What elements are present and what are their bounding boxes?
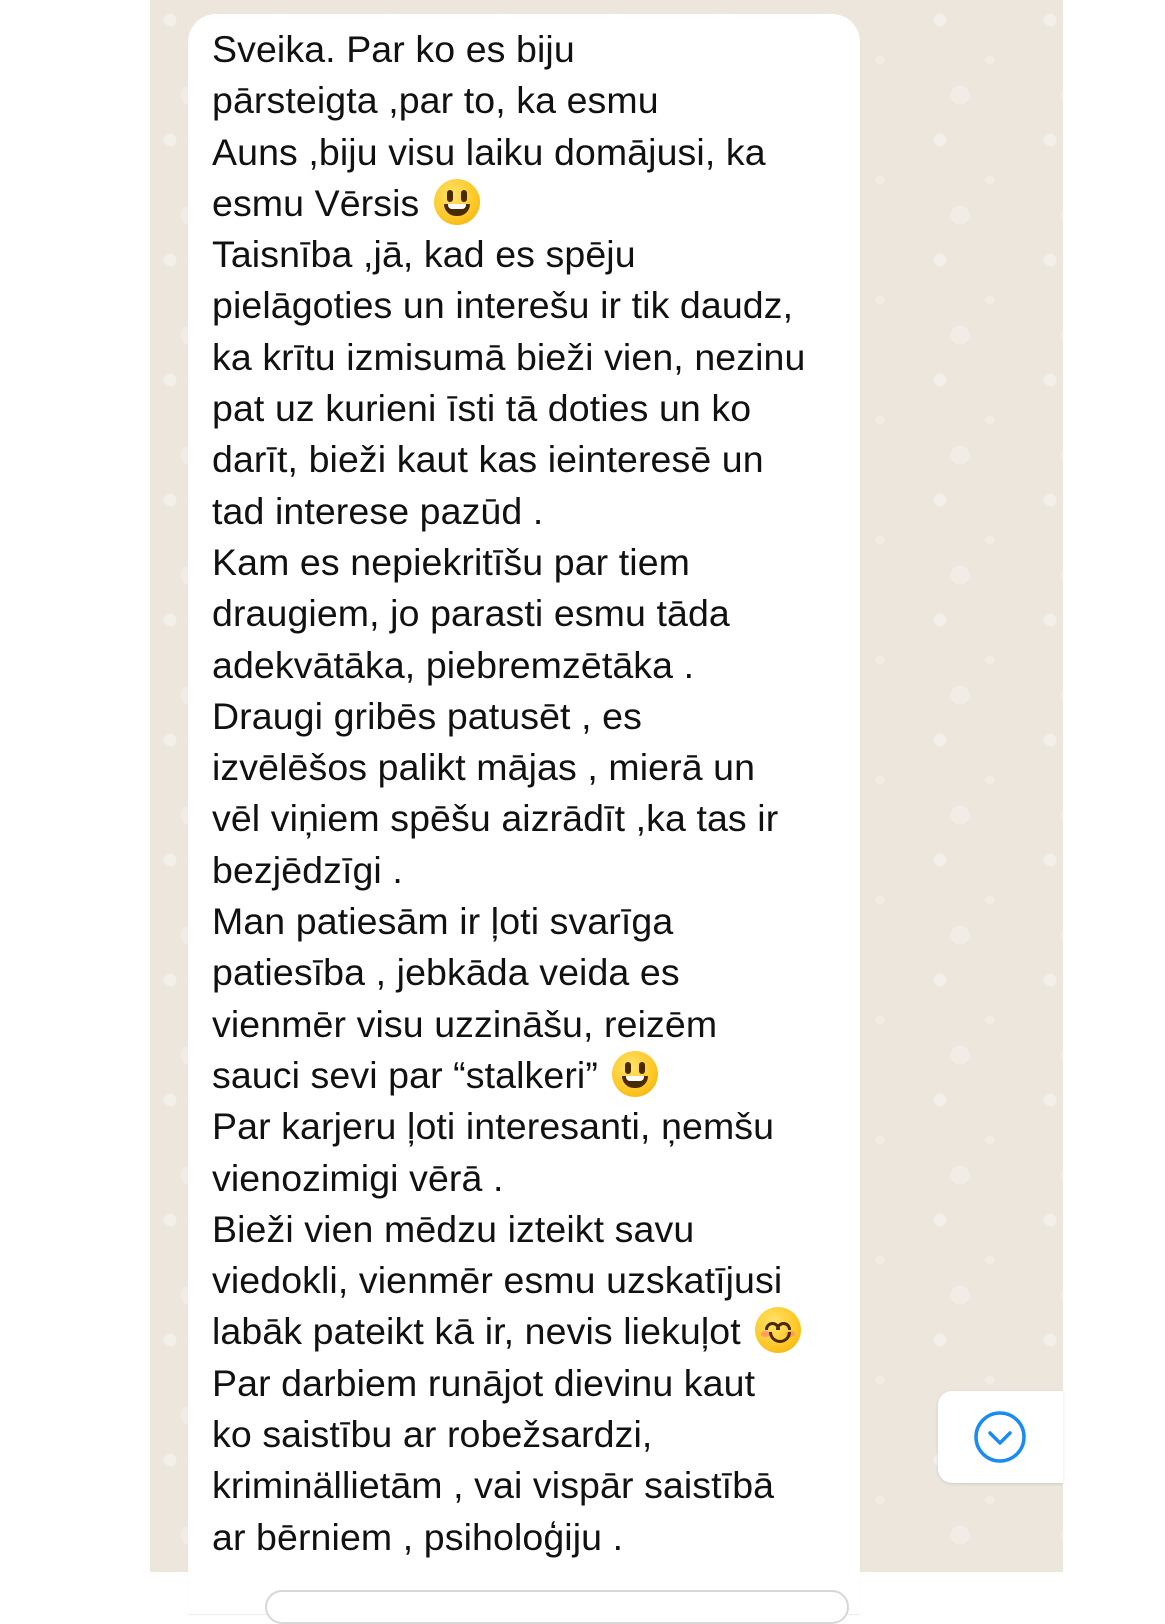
message-line: Bieži vien mēdzu izteikt savu: [212, 1207, 695, 1250]
grinning-face-icon: [434, 179, 480, 225]
message-line: ar bērniem , psiholoģiju .: [212, 1515, 624, 1558]
message-line: Taisnība ,jā, kad es spēju: [212, 233, 636, 276]
message-line: adekvātāka, piebremzētāka .: [212, 643, 695, 686]
message-line: pat uz kurieni īsti tā doties un ko: [212, 387, 752, 430]
message-line: Man patiesām ir ļoti svarīga: [212, 900, 674, 943]
message-line: Kam es nepiekritīšu par tiem: [212, 540, 690, 583]
message-line: kriminällietām , vai vispār saistībā: [212, 1464, 775, 1507]
message-line: tad interese pazūd .: [212, 489, 544, 532]
message-line: patiesība , jebkāda veida es: [212, 951, 680, 994]
message-line: izvēlēšos palikt mājas , mierā un: [212, 746, 756, 789]
smiling-face-blush-icon: [755, 1307, 801, 1353]
message-line-with-emoji: [212, 1050, 852, 1101]
message-line: Draugi gribēs patusēt , es: [212, 694, 642, 737]
message-line-with-emoji: [212, 178, 852, 229]
message-text: [212, 24, 852, 1563]
message-line: Par karjeru ļoti interesanti, ņemšu: [212, 1105, 775, 1148]
grinning-face-icon: [612, 1051, 658, 1097]
message-line: Auns ,biju visu laiku domājusi, ka: [212, 130, 766, 173]
message-line: ko saistību ar robežsardzi,: [212, 1413, 653, 1456]
message-line: viedokli, vienmēr esmu uzskatījusi: [212, 1259, 783, 1302]
message-line: pielāgoties un interešu ir tik daudz,: [212, 284, 794, 327]
message-line-text: sauci sevi par “stalkeri”: [212, 1053, 598, 1096]
message-line: bezjēdzīgi .: [212, 848, 403, 891]
message-line: Sveika. Par ko es biju: [212, 28, 575, 70]
message-line: vienmēr visu uzzināšu, reizēm: [212, 1002, 718, 1045]
message-input[interactable]: [265, 1590, 849, 1624]
message-line: draugiem, jo parasti esmu tāda: [212, 592, 730, 635]
message-line-text: labāk pateikt kā ir, nevis liekuļot: [212, 1310, 741, 1353]
message-line: vēl viņiem spēšu aizrādīt ,ka tas ir: [212, 797, 779, 840]
message-line: darīt, bieži kaut kas ieinteresē un: [212, 438, 764, 481]
chevron-down-circle-icon: [973, 1410, 1027, 1464]
message-line: ka krītu izmisumā bieži vien, nezinu: [212, 335, 806, 378]
scroll-to-bottom-button[interactable]: [938, 1391, 1063, 1483]
message-line-with-emoji: [212, 1306, 852, 1357]
message-line: Par darbiem runājot dievinu kaut: [212, 1361, 756, 1404]
message-line: pārsteigta ,par to, ka esmu: [212, 79, 659, 122]
message-line: vienozimigi vērā .: [212, 1156, 504, 1199]
message-line-text: esmu Vērsis: [212, 181, 420, 224]
